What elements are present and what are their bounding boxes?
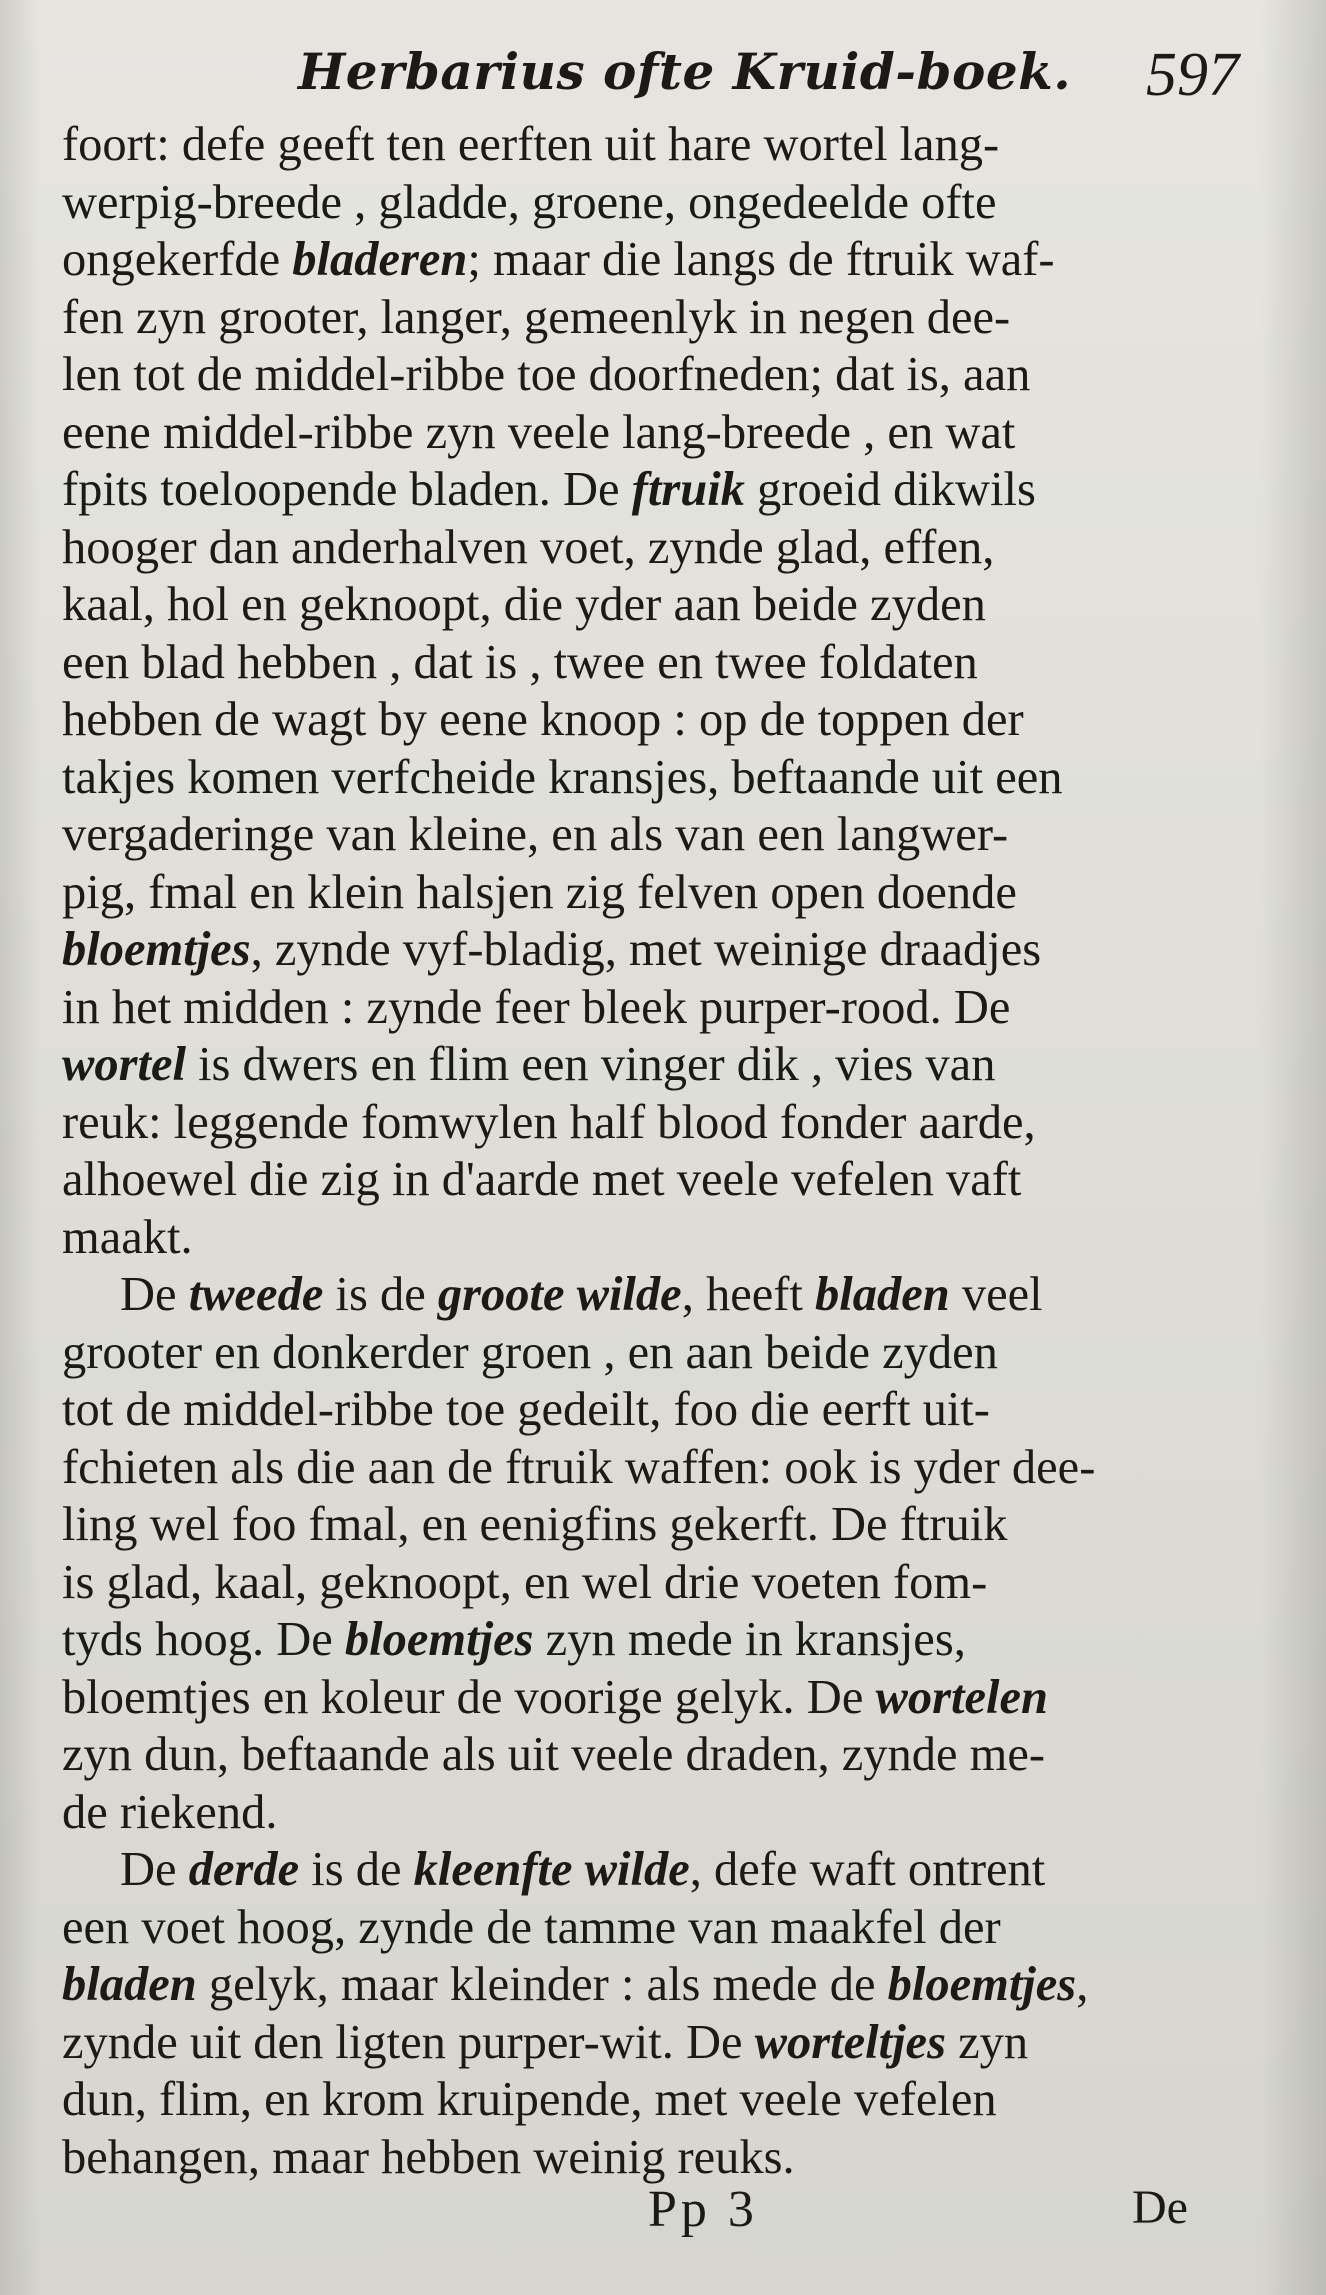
italic-term: bloemtjes	[887, 1958, 1077, 2011]
text-run: ,	[1076, 1958, 1089, 2011]
text-line: len tot de middel-ribbe toe doorfneden; dat is, aan	[62, 348, 1031, 401]
text-run: , zynde vyf-bladig, met weinige draadjes	[250, 923, 1042, 976]
text-line: fchieten als die aan de ftruik waffen: ook is yder dee-	[62, 1440, 1096, 1494]
italic-term: kleenfte wilde	[413, 1843, 690, 1896]
text-run: veel	[949, 1268, 1043, 1321]
text-line: maakt.	[62, 1210, 193, 1264]
text-run: gelyk, maar kleinder : als mede de	[196, 1958, 888, 2011]
text-line	[62, 231, 1252, 289]
text-line: in het midden : zynde feer bleek purper-rood. De	[62, 980, 1011, 1034]
text-line	[62, 1266, 1252, 1324]
text-run: De	[120, 1268, 189, 1321]
text-line: pig, fmal en klein halsjen zig felven open doende	[62, 865, 1017, 919]
signature-mark: Pp 3	[648, 2181, 758, 2238]
running-header	[0, 18, 1326, 128]
text-line: hebben de wagt by eene knoop : op de toppen der	[62, 693, 1024, 746]
italic-term: derde	[188, 1843, 300, 1896]
italic-term: bloemtjes	[62, 923, 251, 976]
text-run: tyds hoog. De	[62, 1613, 345, 1666]
italic-term: wortelen	[875, 1670, 1048, 1724]
text-line	[62, 1841, 1252, 1899]
text-line: tot de middel-ribbe toe gedeilt, foo die eerft uit-	[62, 1383, 990, 1436]
italic-term: worteltjes	[754, 2015, 946, 2069]
text-line: hooger dan anderhalven voet, zynde glad, effen,	[62, 520, 995, 574]
text-line: werpig-breede , gladde, groene, ongedeelde ofte	[62, 175, 997, 229]
text-run: zyn	[945, 2015, 1029, 2069]
italic-term: ftruik	[631, 463, 745, 516]
text-run: bloemtjes en koleur de voorige gelyk. De	[62, 1670, 876, 1724]
text-line: ling wel foo fmal, en eenigfins gekerft. De ftruik	[62, 1498, 1008, 1551]
text-line: een voet hoog, zynde de tamme van maakfel der	[62, 1900, 1001, 1954]
text-run: is de	[323, 1268, 438, 1321]
text-line: een blad hebben , dat is , twee en twee foldaten	[62, 635, 978, 689]
text-line	[62, 1669, 1252, 1727]
text-line: behangen, maar hebben weinig reuks.	[62, 2130, 795, 2184]
catchword: De	[1132, 2181, 1188, 2234]
page-number: 597	[1146, 41, 1239, 109]
body-text	[62, 116, 1252, 2186]
text-run: fpits toeloopende bladen. De	[62, 463, 632, 516]
text-line: vergaderinge van kleine, en als van een langwer-	[62, 808, 1009, 861]
text-run: zynde uit den ligten purper-wit. De	[62, 2015, 755, 2069]
text-line	[62, 2014, 1252, 2072]
italic-term: bladen	[815, 1268, 950, 1321]
italic-term: bladeren	[292, 233, 468, 286]
italic-term: bloemtjes	[344, 1613, 534, 1666]
italic-term: bladen	[62, 1958, 197, 2011]
text-run: ; maar die langs de ftruik waf-	[467, 233, 1055, 286]
text-line	[62, 1036, 1252, 1094]
text-line: reuk: leggende fomwylen half blood fonder aarde,	[62, 1095, 1036, 1149]
text-run: groeid dikwils	[744, 463, 1036, 516]
text-line	[62, 461, 1252, 519]
text-run: is dwers en flim een vinger dik , vies van	[185, 1038, 996, 1091]
italic-term: groote wilde	[437, 1268, 682, 1321]
text-run: ongekerfde	[62, 233, 293, 286]
text-run: is de	[299, 1843, 414, 1896]
text-run: De	[120, 1843, 189, 1896]
text-line: takjes komen verfcheide kransjes, beftaande uit een	[62, 750, 1063, 804]
text-line: de riekend.	[62, 1785, 278, 1839]
running-title: Herbarius ofte Kruid-boek.	[298, 42, 1072, 101]
text-line: dun, flim, en krom kruipende, met veele vefelen	[62, 2073, 997, 2126]
text-line	[62, 1611, 1252, 1669]
text-line: grooter en donkerder groen , en aan beide zyden	[62, 1325, 998, 1379]
text-run: , heeft	[681, 1268, 815, 1321]
text-line: kaal, hol en geknoopt, die yder aan beide zyden	[62, 578, 986, 631]
text-line: eene middel-ribbe zyn veele lang-breede , en wat	[62, 405, 1016, 459]
text-run: , defe waft ontrent	[689, 1843, 1046, 1896]
text-line: fen zyn grooter, langer, gemeenlyk in negen dee-	[62, 290, 1011, 344]
text-line: zyn dun, beftaande als uit veele draden, zynde me-	[62, 1728, 1046, 1781]
text-line: alhoewel die zig in d'aarde met veele vefelen vaft	[62, 1153, 1022, 1206]
italic-term: wortel	[62, 1038, 186, 1091]
italic-term: tweede	[188, 1268, 324, 1321]
page-footer	[0, 2180, 1326, 2260]
text-run: zyn mede in kransjes,	[533, 1613, 966, 1666]
text-line	[62, 1956, 1252, 2014]
text-line	[62, 921, 1252, 979]
text-line: is glad, kaal, geknoopt, en wel drie voeten fom-	[62, 1555, 988, 1609]
text-line: foort: defe geeft ten eerften uit hare wortel lang-	[62, 118, 1000, 171]
